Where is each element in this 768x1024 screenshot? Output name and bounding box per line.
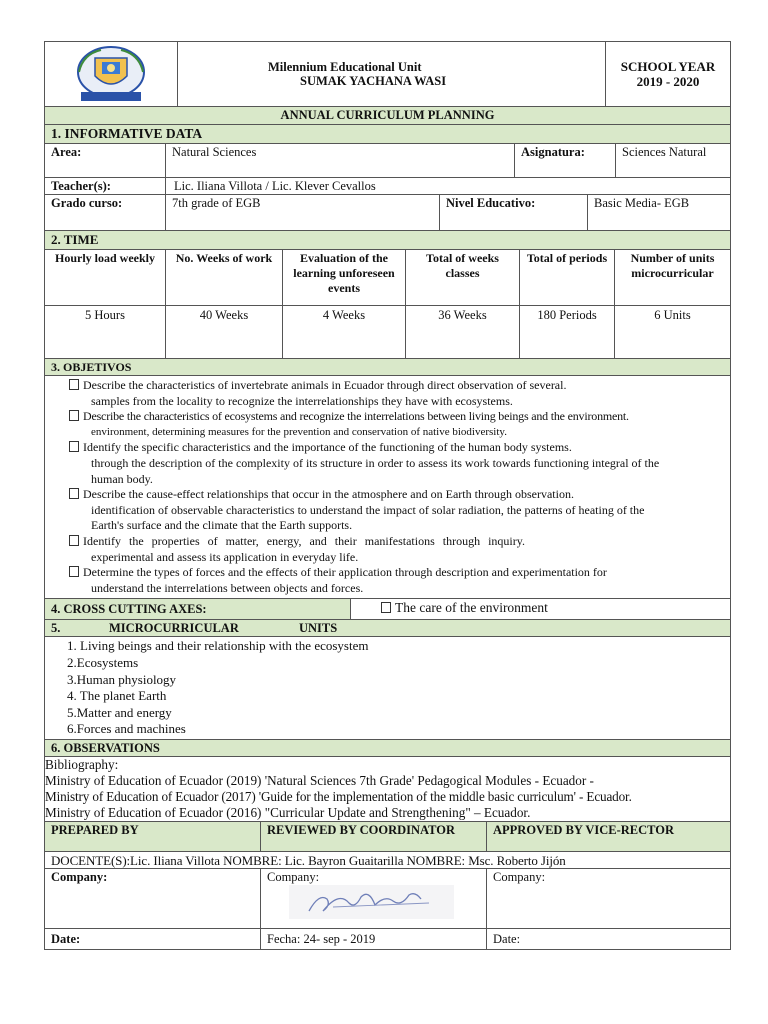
reviewed-by-label: REVIEWED BY COORDINATOR [261,822,487,851]
area-label: Area: [45,144,166,177]
school-logo-cell [45,42,178,106]
bibliography-entry: Ministry of Education of Ecuador (2019) 'Natural Sciences 7th Grade' Pedagogical Modules - Ecuador - [45,772,594,788]
objective-text: Identify the properties of matter, energy, and their manifestations through inquiry. [83,533,525,548]
objective-item [69,409,722,440]
area-value: Natural Sciences [166,144,515,177]
objectives-heading-row [44,359,731,376]
signature-header-row [44,822,731,852]
date-label: Date: [45,929,261,949]
school-logo-icon [75,44,147,104]
checkbox-icon [381,602,391,613]
bibliography-label: Bibliography: [45,756,119,772]
approved-by-label: APPROVED BY VICE-RECTOR [493,822,675,837]
document-header [44,41,731,107]
date-label: Date: [493,931,521,946]
company-row [44,869,731,929]
grado-value: 7th grade of EGB [166,195,440,230]
checkbox-icon [69,379,79,390]
teacher-value: Lic. Iliana Villota / Lic. Klever Cevallos [174,179,376,193]
bibliography-entry: Ministry of Education of Ecuador (2017) 'Guide for the implementation of the middle basic curriculum' - Ecuador. [45,788,632,804]
asignatura-value: Sciences Natural [622,145,707,159]
nivel-value: Basic Media- EGB [594,196,690,210]
objective-text: Describe the cause-effect relationships that occur in the atmosphere and on Earth through observation. [83,487,574,502]
objective-text-continued: through the description of the complexity of its structure in order to assess its work towards functioning integral of the human body. [91,455,660,486]
grado-label: Grado curso: [45,195,166,230]
unit-item: 5.Matter and energy [67,704,172,720]
objective-item [69,378,722,409]
objectives-body [44,376,731,599]
units-heading-label-b: UNITS [299,621,338,636]
area-row [44,144,731,178]
time-heading: 2. TIME [51,232,99,247]
unit-item: 6.Forces and machines [67,721,186,737]
informative-heading-row [44,125,731,144]
time-value: 40 Weeks [166,306,283,358]
time-col-header: Total of periods [520,250,615,305]
time-value-row [44,306,731,359]
time-col-header: Number of units microcurricular [630,251,715,280]
company-label: Company: [267,869,320,884]
units-heading-row [44,620,731,637]
institution-name: Milennium Educational Unit [268,60,422,74]
unit-item: 1. Living beings and their relationship with the ecosystem [67,638,369,654]
observations-heading: 6. OBSERVATIONS [51,740,160,755]
units-heading-label-a: MICROCURRICULAR [109,621,239,636]
objective-text-continued: samples from the locality to recognize the interrelationships they have with ecosystems. [91,393,513,408]
objective-text: Describe the characteristics of ecosystems and recognize the interrelations between living beings and the environment. [83,409,629,424]
time-value: 36 Weeks [406,306,520,358]
units-list [45,637,378,739]
signature-names-row [44,852,731,869]
objective-item [69,534,722,565]
objective-text: Identify the specific characteristics and the importance of the functioning of the human body systems. [83,440,572,455]
school-year [606,42,730,106]
school-year-label: SCHOOL YEAR [620,59,716,74]
objective-text-continued: understand the interrelations between objects and forces. [91,580,364,595]
cross-cutting-heading: 4. CROSS CUTTING AXES: [45,599,351,619]
objective-text-continued: identification of observable characteristics to understand the impact of solar radiation, the patterns of heating of the Earth's surface and the climate that the Earth supports. [91,502,645,533]
time-col-header: No. Weeks of work [166,250,283,305]
time-heading-row [44,231,731,250]
unit-item: 2.Ecosystems [67,654,139,670]
cross-cutting-row [44,599,731,620]
review-date: Fecha: 24- sep - 2019 [261,929,487,949]
time-value: 180 Periods [520,306,615,358]
objective-text-continued: experimental and assess its application in everyday life. [91,549,359,564]
nivel-label: Nivel Educativo: [440,195,588,230]
cross-cutting-value-cell [351,599,730,619]
time-col-header: Evaluation of the learning unforeseen events [283,250,406,305]
time-col-header: Hourly load weekly [45,250,166,305]
objective-text: Describe the characteristics of invertebrate animals in Ecuador through direct observation of several. [83,378,567,392]
time-value: 6 Units [654,308,691,322]
units-heading [45,620,730,636]
time-value: 5 Hours [45,306,166,358]
observations-body [44,757,731,822]
cross-cutting-value: The care of the environment [395,600,548,616]
unit-item: 3.Human physiology [67,671,177,687]
time-col-header: Total of weeks classes [406,250,520,305]
checkbox-icon [69,566,79,577]
handwritten-signature-icon [289,885,454,919]
plan-title: ANNUAL CURRICULUM PLANNING [280,108,495,122]
curriculum-document [44,41,731,950]
objective-text: Determine the types of forces and the effects of their application through description and experimentation for [83,565,607,580]
informative-heading: 1. INFORMATIVE DATA [51,126,203,141]
school-name: SUMAK YACHANA WASI [300,74,447,88]
time-header-row [44,250,731,306]
school-year-value: 2019 - 2020 [636,74,700,89]
bibliography-entry: Ministry of Education of Ecuador (2016) "Curricular Update and Strengthening" – Ecuador. [45,804,531,820]
objective-text-continued: environment, determining measures for the prevention and conservation of native biodiversity. [91,425,507,438]
company-label: Company: [45,869,261,928]
company-cell [261,869,487,928]
prepared-by-label: PREPARED BY [45,822,261,851]
teacher-label: Teacher(s): [45,178,166,194]
units-heading-number: 5. [51,621,61,636]
company-label: Company: [493,869,546,884]
objective-item [69,487,722,534]
checkbox-icon [69,488,79,499]
teacher-row [44,178,731,195]
plan-title-row [44,107,731,125]
objectives-list [45,376,730,598]
date-row [44,929,731,950]
checkbox-icon [69,535,79,546]
objective-item [69,565,722,596]
asignatura-label: Asignatura: [515,144,616,177]
institution-title [178,42,606,106]
objectives-heading: 3. OBJETIVOS [51,360,132,374]
signature-names: DOCENTE(S):Lic. Iliana Villota NOMBRE: Lic. Bayron Guaitarilla NOMBRE: Msc. Roberto Jijón [51,852,566,868]
grado-row [44,195,731,231]
observations-list [45,757,730,821]
checkbox-icon [69,410,79,421]
units-body [44,637,731,740]
observations-heading-row [44,740,731,757]
objective-item [69,440,722,487]
checkbox-icon [69,441,79,452]
time-value: 4 Weeks [283,306,406,358]
unit-item: 4. The planet Earth [67,688,167,704]
